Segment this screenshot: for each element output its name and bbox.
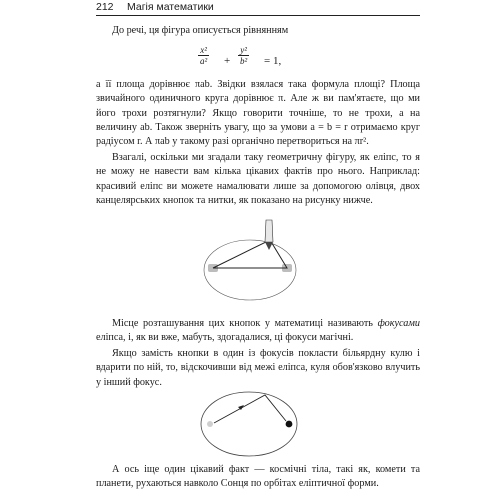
foci-text-before: Місце розташування цих кнопок у математиці називають — [112, 318, 378, 329]
foci-term: фокусами — [377, 318, 420, 329]
billiard-ellipse-outline — [201, 392, 297, 456]
fraction-y-denominator: b² — [240, 56, 248, 66]
plus-sign: + — [224, 55, 231, 67]
equation-rhs: = 1, — [264, 55, 282, 67]
body-text-6 — [96, 463, 420, 492]
fraction-x-numerator: x² — [200, 45, 207, 55]
fraction-x-denominator: a² — [200, 56, 208, 66]
ball-trajectory — [214, 395, 286, 423]
paragraph-drawing: Взагалі, оскільки ми згадали таку геометричну фігуру, як еліпс, то я не можу не навести вам кілька цікавих фактів про нього. Наприклад: красивий еліпс ви можете намалювати лише за допомогою олівця, двох канцелярських кнопок та нитки, як показано на рисунку нижче. — [96, 152, 420, 206]
paragraph-intro: До речі, ця фігура описується рівнянням — [112, 25, 289, 36]
page-number: 212 — [96, 1, 114, 13]
target-ball — [286, 421, 293, 428]
paragraph-area: а її площа дорівнює πab. Звідки взялася така формула площі? Площа звичайного одиничного круга дорівнює π. Але ж ви пам'ятаєте, що ми його трохи розтягнули? Якщо говорити точніше, то не трохи, а на величину ab. Також зверніть увагу, що за умови a = b = r отримаємо круг радіусом r. А πab у такому разі органічно перетвориться на πr². — [96, 79, 420, 148]
paragraph-orbits: А ось іще один цікавий факт — космічні тіла, такі як, комети та планети, рухаються навколо Сонця по орбітах еліптичної форми. — [96, 464, 420, 490]
foci-text-after: еліпса, і, як ви вже, мабуть, здогадалися, ці фокуси магічні. — [96, 332, 354, 344]
fraction-y-numerator: y² — [240, 45, 247, 55]
start-ball — [207, 421, 213, 427]
paragraph-billiard: Якщо замість кнопки в один із фокусів покласти більярдну кулю і вдарити по ній, то, відскочивши від межі еліпса, куля обов'язково влучить у інший фокус. — [96, 348, 420, 388]
running-title: Магія математики — [127, 1, 214, 13]
